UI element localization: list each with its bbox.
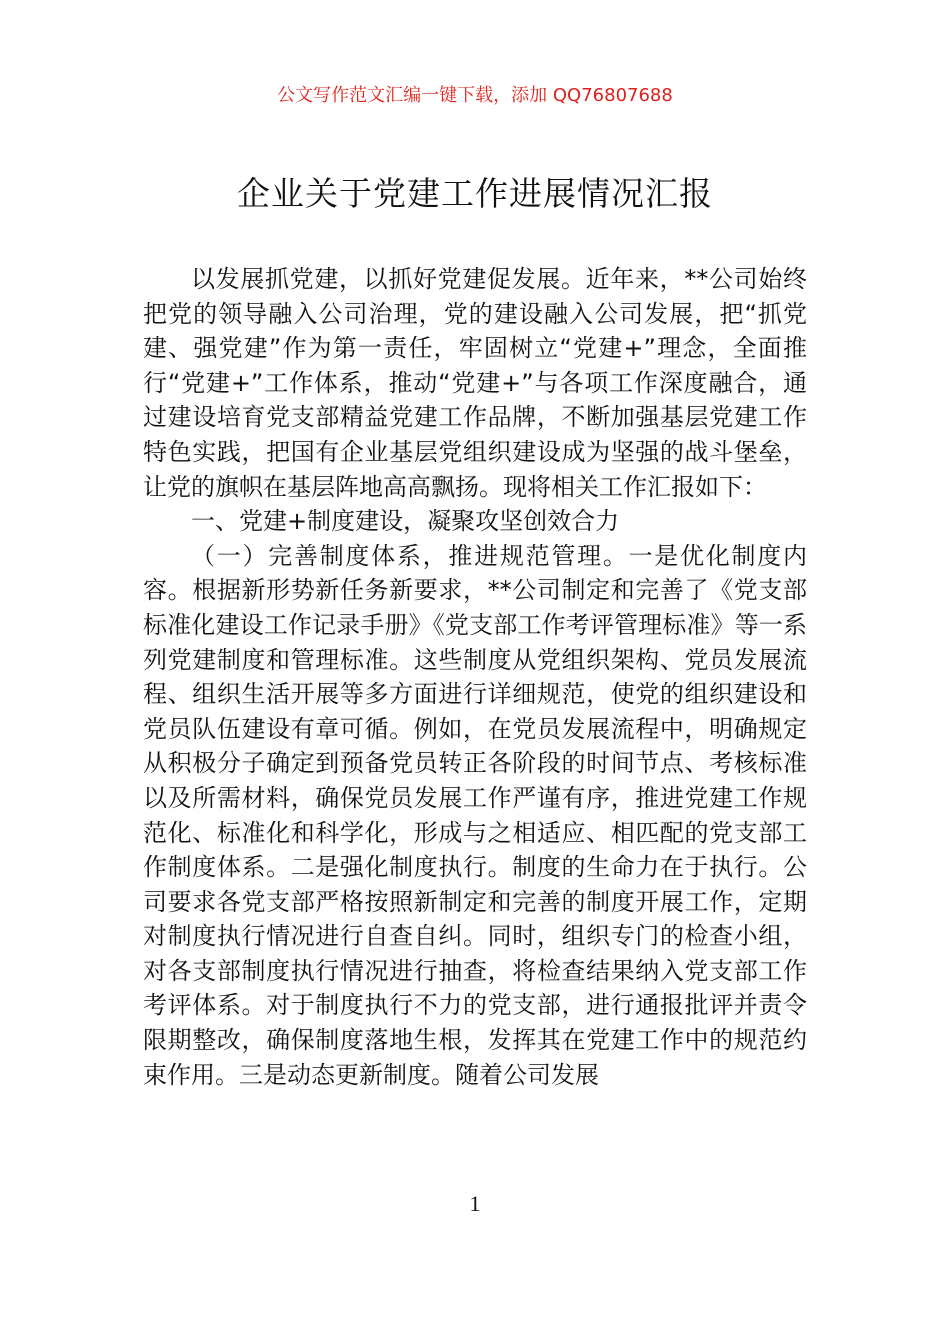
section-1-heading: 一、党建+制度建设，凝聚攻坚创效合力 — [191, 507, 620, 536]
page-number: 1 — [469, 1191, 481, 1216]
document-body — [143, 262, 807, 1092]
intro-paragraph: 以发展抓党建，以抓好党建促发展。近年来，**公司始终把党的领导融入公司治理，党的建设融入公司发展，把“抓党建、强党建”作为第一责任，牢固树立“党建+”理念，全面推行“党建+”工作体系，推动“党建+”与各项工作深度融合，通过建设培育党支部精益党建工作品牌，不断加强基层党建工作特色实践，把国有企业基层党组织建设成为坚强的战斗堡垒，让党的旗帜在基层阵地高高飘扬。现将相关工作汇报如下： — [143, 265, 807, 501]
section-1-paragraph: （一）完善制度体系，推进规范管理。一是优化制度内容。根据新形势新任务新要求，**公司制定和完善了《党支部标准化建设工作记录手册》《党支部工作考评管理标准》等一系列党建制度和管理标准。这些制度从党组织架构、党员发展流程、组织生活开展等多方面进行详细规范，使党的组织建设和党员队伍建设有章可循。例如，在党员发展流程中，明确规定从积极分子确定到预备党员转正各阶段的时间节点、考核标准以及所需材料，确保党员发展工作严谨有序，推进党建工作规范化、标准化和科学化，形成与之相适应、相匹配的党支部工作制度体系。二是强化制度执行。制度的生命力在于执行。公司要求各党支部严格按照新制定和完善的制度开展工作，定期对制度执行情况进行自查自纠。同时，组织专门的检查小组，对各支部制度执行情况进行抽查，将检查结果纳入党支部工作考评体系。对于制度执行不力的党支部，进行通报批评并责令限期整改，确保制度落地生根，发挥其在党建工作中的规范约束作用。三是动态更新制度。随着公司发展 — [143, 541, 807, 1089]
download-notice: 公文写作范文汇编一键下载，添加 QQ76807688 — [277, 85, 673, 106]
document-title: 企业关于党建工作进展情况汇报 — [237, 174, 713, 213]
